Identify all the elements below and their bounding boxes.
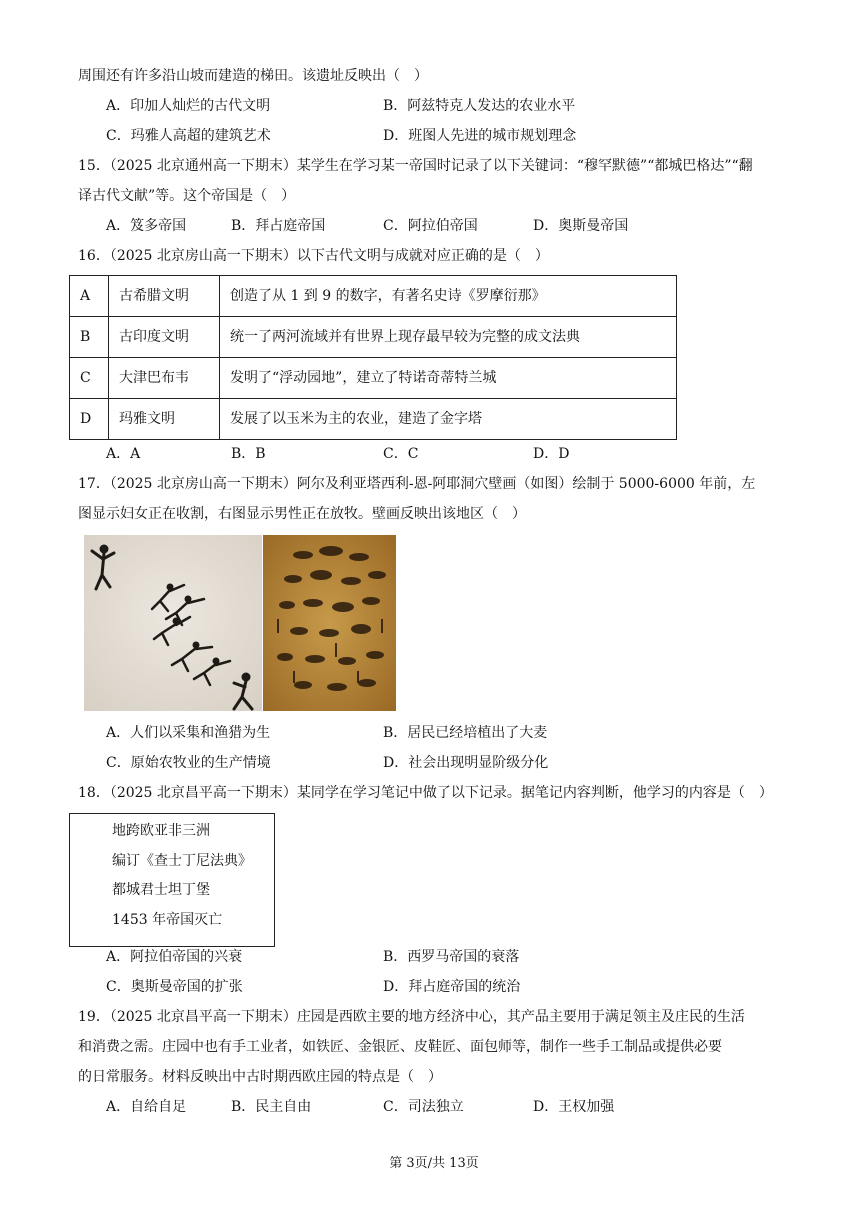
table-cell-letter: B <box>70 317 109 358</box>
table-cell-letter: A <box>70 276 109 317</box>
q19-option-c[interactable]: C．司法独立 <box>383 1099 464 1115</box>
q16-option-a[interactable]: A．A <box>106 446 141 462</box>
table-cell-civilization: 古希腊文明 <box>109 276 220 317</box>
q18-option-d[interactable]: D．拜占庭帝国的统治 <box>383 979 521 995</box>
table-row <box>70 358 677 399</box>
q15-option-b[interactable]: B．拜占庭帝国 <box>231 218 326 234</box>
table-cell-achievement: 发明了“浮动园地”，建立了特诺奇蒂特兰城 <box>220 358 677 399</box>
q16-option-b[interactable]: B．B <box>231 446 266 462</box>
page-number: 第 3页/共 13页 <box>389 1156 479 1171</box>
cave-painting-harvest-image <box>84 535 262 711</box>
q14-option-d[interactable]: D．班图人先进的城市规划理念 <box>383 128 577 144</box>
table-cell-letter: C <box>70 358 109 399</box>
table-cell-civilization: 玛雅文明 <box>109 399 220 440</box>
q18-notes-box <box>69 813 275 947</box>
q17-stem-line1: 17．（2025 北京房山高一下期末）阿尔及利亚塔西利-恩-阿耶洞穴壁画（如图）绘制于 5000-6000 年前，左 <box>78 476 756 492</box>
q19-stem-line3: 的日常服务。材料反映出中古时期西欧庄园的特点是（ ） <box>78 1069 442 1085</box>
cave-painting-herding-image <box>263 535 396 711</box>
q15-stem-line2: 译古代文献”等。这个帝国是（ ） <box>78 188 296 204</box>
q14-stem-tail: 周围还有许多沿山坡而建造的梯田。该遗址反映出（ ） <box>78 68 428 84</box>
q17-stem-line2: 图显示妇女正在收割，右图显示男性正在放牧。壁画反映出该地区（ ） <box>78 506 526 522</box>
q19-stem-line2: 和消费之需。庄园中也有手工业者，如铁匠、金银匠、皮鞋匠、面包师等，制作一些手工制品或提供必要 <box>78 1039 722 1055</box>
table-cell-achievement: 创造了从 1 到 9 的数字，有著名史诗《罗摩衍那》 <box>220 276 677 317</box>
note-line: 都城君士坦丁堡 <box>112 882 210 898</box>
q16-option-d[interactable]: D．D <box>533 446 570 462</box>
q17-option-c[interactable]: C．原始农牧业的生产情境 <box>106 755 271 771</box>
q17-option-a[interactable]: A．人们以采集和渔猎为生 <box>106 725 271 741</box>
table-cell-achievement: 发展了以玉米为主的农业，建造了金字塔 <box>220 399 677 440</box>
q19-option-b[interactable]: B．民主自由 <box>231 1099 312 1115</box>
q18-option-a[interactable]: A．阿拉伯帝国的兴衰 <box>106 949 243 965</box>
q19-option-d[interactable]: D．王权加强 <box>533 1099 615 1115</box>
note-line: 编订《查士丁尼法典》 <box>112 853 252 869</box>
q15-option-c[interactable]: C．阿拉伯帝国 <box>383 218 478 234</box>
q15-stem-line1: 15．（2025 北京通州高一下期末）某学生在学习某一帝国时记录了以下关键词：“穆罕默德”“都城巴格达”“翻 <box>78 158 753 174</box>
q19-option-a[interactable]: A．自给自足 <box>106 1099 187 1115</box>
q16-stem: 16．（2025 北京房山高一下期末）以下古代文明与成就对应正确的是（ ） <box>78 248 549 264</box>
q19-stem-line1: 19．（2025 北京昌平高一下期末）庄园是西欧主要的地方经济中心，其产品主要用于满足领主及庄民的生活 <box>78 1009 745 1025</box>
table-cell-civilization: 古印度文明 <box>109 317 220 358</box>
q17-option-d[interactable]: D．社会出现明显阶级分化 <box>383 755 549 771</box>
table-cell-achievement: 统一了两河流域并有世界上现存最早较为完整的成文法典 <box>220 317 677 358</box>
q14-option-b[interactable]: B．阿兹特克人发达的农业水平 <box>383 98 576 114</box>
q14-option-c[interactable]: C．玛雅人高超的建筑艺术 <box>106 128 271 144</box>
table-row <box>70 399 677 440</box>
q18-option-b[interactable]: B．西罗马帝国的衰落 <box>383 949 520 965</box>
q16-table <box>69 275 677 440</box>
table-cell-civilization: 大津巴布韦 <box>109 358 220 399</box>
q14-option-a[interactable]: A．印加人灿烂的古代文明 <box>106 98 271 114</box>
q18-option-c[interactable]: C．奥斯曼帝国的扩张 <box>106 979 243 995</box>
table-cell-letter: D <box>70 399 109 440</box>
note-line: 地跨欧亚非三洲 <box>112 823 210 839</box>
q15-option-d[interactable]: D．奥斯曼帝国 <box>533 218 629 234</box>
note-line: 1453 年帝国灭亡 <box>112 912 223 928</box>
q18-stem: 18．（2025 北京昌平高一下期末）某同学在学习笔记中做了以下记录。据笔记内容判断，他学习的内容是（ ） <box>78 785 773 801</box>
q17-option-b[interactable]: B．居民已经培植出了大麦 <box>383 725 548 741</box>
q15-option-a[interactable]: A．笈多帝国 <box>106 218 187 234</box>
table-row <box>70 276 677 317</box>
q16-option-c[interactable]: C．C <box>383 446 419 462</box>
table-row <box>70 317 677 358</box>
